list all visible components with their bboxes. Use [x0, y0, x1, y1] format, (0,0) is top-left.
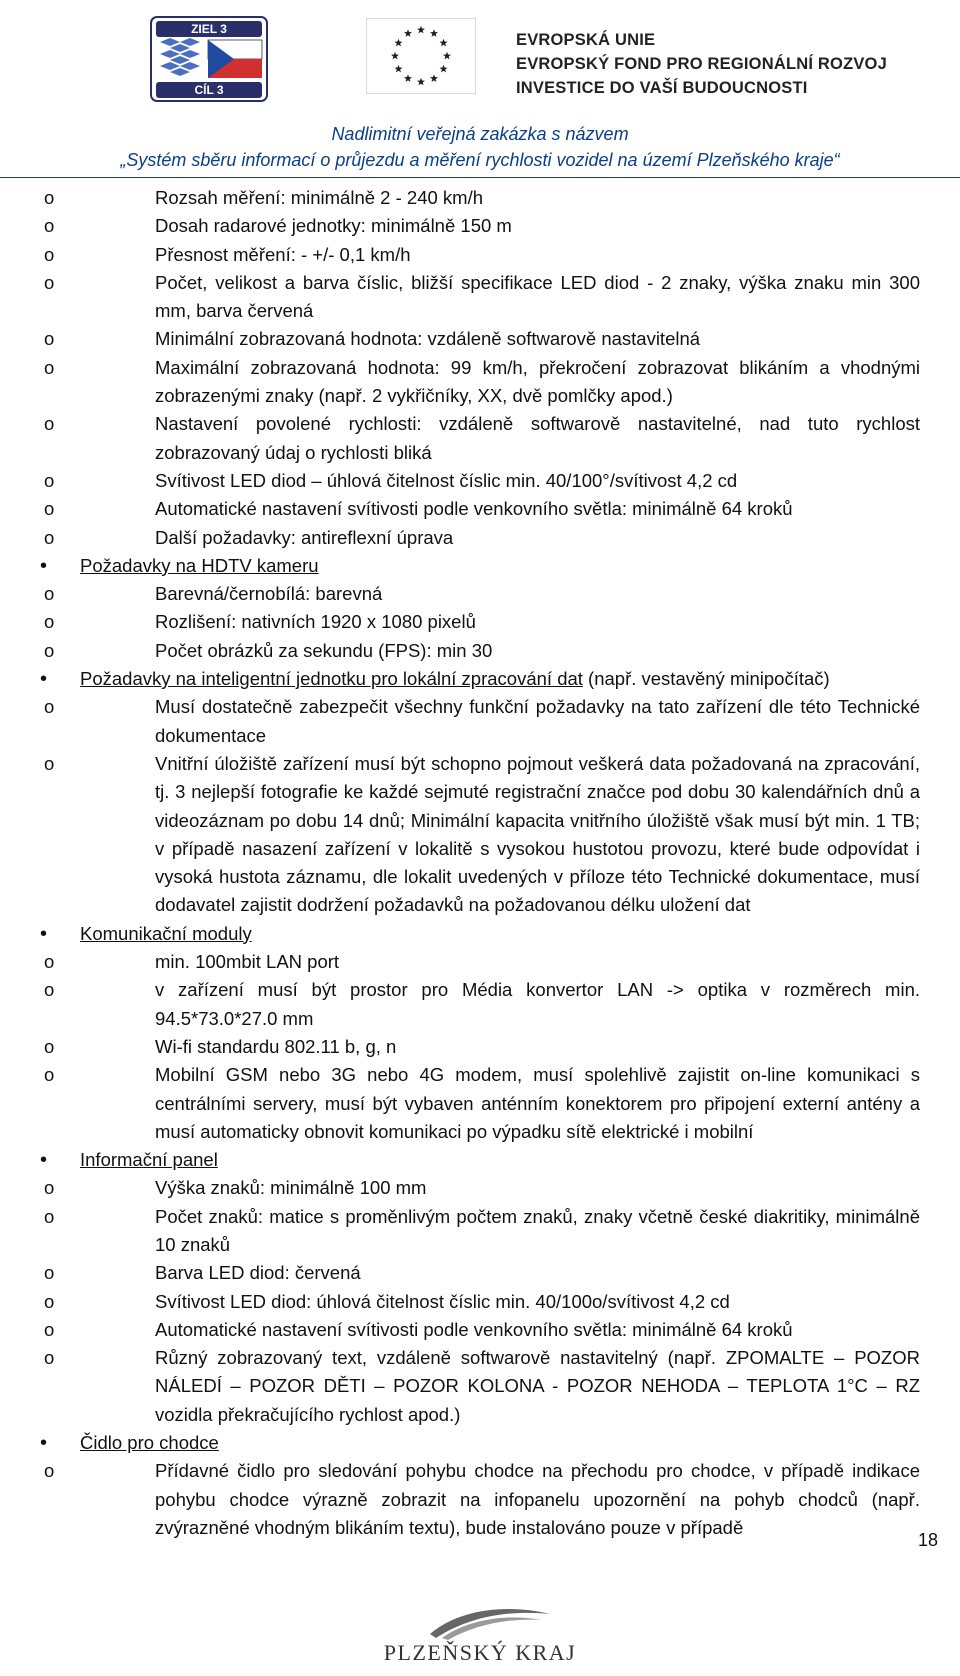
list-item: [0, 467, 960, 495]
list-item: [0, 325, 960, 353]
section-bullet-item: [0, 665, 960, 693]
list-item: [0, 524, 960, 552]
list-item-text: Automatické nastavení svítivosti podle venkovního světla: minimálně 64 kroků: [155, 1318, 793, 1340]
eu-line-3: INVESTICE DO VAŠÍ BUDOUCNOSTI: [516, 79, 808, 97]
section-heading-text: Požadavky na HDTV kameru: [80, 554, 319, 576]
sub-bullet-marker: o: [44, 583, 55, 605]
eu-flag-icon: [366, 18, 476, 94]
list-item-text: Různý zobrazovaný text, vzdáleně softwarově nastavitelný (např. ZPOMALTE – POZOR NÁLEDÍ – POZOR DĚTI – POZOR KOLONA - POZOR NEHODA – TEPLOTA 1°C – RZ vozidla překračujícího rychlost apod.): [155, 1347, 920, 1425]
sub-bullet-marker: o: [44, 356, 55, 378]
sub-bullet-marker: o: [44, 951, 55, 973]
section-heading-text: Komunikační moduly: [80, 922, 252, 944]
list-item: [0, 580, 960, 608]
section-heading: [80, 1429, 940, 1457]
sub-bullet-marker: o: [44, 696, 55, 718]
eu-line-2: EVROPSKÝ FOND PRO REGIONÁLNÍ ROZVOJ: [516, 55, 887, 73]
sub-bullet-marker: o: [44, 1064, 55, 1086]
list-item-text: Počet obrázků za sekundu (FPS): min 30: [155, 639, 493, 661]
list-item-text: Minimální zobrazovaná hodnota: vzdáleně softwarově nastavitelná: [155, 328, 701, 350]
footer-region-name: PLZEŇSKÝ KRAJ: [383, 1640, 577, 1665]
list-item-text: Rozlišení: nativních 1920 x 1080 pixelů: [155, 611, 476, 633]
bullet-marker: •: [40, 668, 48, 691]
list-item: [0, 948, 960, 976]
section-bullet-item: [0, 1429, 960, 1457]
requirements-list: [0, 184, 960, 1542]
sub-bullet-marker: o: [44, 1177, 55, 1199]
list-item-text: Rozsah měření: minimálně 2 - 240 km/h: [155, 187, 483, 208]
section-heading-text: Informační panel: [80, 1149, 218, 1171]
sub-bullet-marker: o: [44, 1290, 55, 1312]
page-header: [0, 0, 960, 175]
list-item: [0, 212, 960, 240]
list-item-text: min. 100mbit LAN port: [155, 951, 340, 973]
list-item-text: Mobilní GSM nebo 3G nebo 4G modem, musí spolehlivě zajistit on-line komunikaci s centrálními servery, musí být vybaven anténním konektorem pro připojení externí antény a musí automaticky obnovit komunikaci po výpadku sítě elektrické i mobilní: [155, 1064, 920, 1142]
list-item: [0, 693, 960, 750]
list-item: [0, 1457, 960, 1542]
list-item: [0, 1033, 960, 1061]
sub-bullet-marker: o: [44, 328, 55, 350]
sub-bullet-marker: o: [44, 469, 55, 491]
list-item-text: Vnitřní úložiště zařízení musí být schopno pojmout veškerá data požadovaná na zpracování, tj. 3 nejlepší fotografie ke každé sejmuté registrační značce pod dobu 30 kalendářních dnů a videozáznam po dobu 14 dnů; Minimální kapacita vnitřního úložiště však musí být min. 1 TB; v případě nasazení zařízení v lokalitě s vysokou hustotou provozu, které bude odpovídat i vysoká hustota záznamu, dle lokalit uvedených v příloze této Technické dokumentace, musí dodavatel zajistit dodržení požadavků na požadovanou délku uložení dat: [155, 752, 920, 916]
list-item-text: Wi-fi standardu 802.11 b, g, n: [155, 1035, 397, 1057]
eu-fund-text: [516, 28, 956, 100]
list-item: [0, 184, 960, 212]
section-heading: [80, 665, 940, 693]
list-item-text: Výška znaků: minimálně 100 mm: [155, 1177, 427, 1199]
sub-bullet-marker: o: [44, 1205, 55, 1227]
list-item-text: Dosah radarové jednotky: minimálně 150 m: [155, 215, 512, 237]
list-item: [0, 1288, 960, 1316]
sub-bullet-marker: o: [44, 1318, 55, 1340]
list-item: [0, 608, 960, 636]
sub-bullet-marker: o: [44, 215, 55, 237]
list-item-text: Svítivost LED diod: úhlová čitelnost číslic min. 40/100o/svítivost 4,2 cd: [155, 1290, 730, 1312]
section-heading-text: Čidlo pro chodce: [80, 1432, 219, 1454]
list-item-text: v zařízení musí být prostor pro Média konvertor LAN -> optika v rozměrech min. 94.5*73.0*27.0 mm: [155, 979, 920, 1029]
list-item: [0, 750, 960, 920]
tender-title-line-2: „Systém sběru informací o průjezdu a měření rychlosti vozidel na území Plzeňského kraje“: [120, 150, 840, 170]
tender-title-line-1: Nadlimitní veřejná zakázka s názvem: [331, 124, 629, 144]
list-item-text: Nastavení povolené rychlosti: vzdáleně softwarově nastavitelné, nad tuto rychlost zobrazovaný údaj o rychlosti bliká: [155, 413, 920, 463]
list-item: [0, 976, 960, 1033]
list-item-text: Počet znaků: matice s proměnlivým počtem znaků, znaky včetně české diakritiky, minimálně 10 znaků: [155, 1205, 920, 1255]
list-item: [0, 354, 960, 411]
list-item-text: Přesnost měření: - +/- 0,1 km/h: [155, 243, 411, 265]
list-item: [0, 1259, 960, 1287]
list-item-text: Další požadavky: antireflexní úprava: [155, 526, 454, 548]
section-heading-text: Požadavky na inteligentní jednotku pro lokální zpracování dat: [80, 668, 583, 690]
list-item-text: Automatické nastavení svítivosti podle venkovního světla: minimálně 64 kroků: [155, 498, 793, 520]
sub-bullet-marker: o: [44, 243, 55, 265]
section-bullet-item: [0, 552, 960, 580]
bullet-marker: •: [40, 1432, 48, 1455]
sub-bullet-marker: o: [44, 1460, 55, 1482]
list-item-text: Barva LED diod: červená: [155, 1262, 361, 1284]
sub-bullet-marker: o: [44, 1262, 55, 1284]
bullet-marker: •: [40, 922, 48, 945]
list-item: [0, 637, 960, 665]
list-item-text: Přídavné čidlo pro sledování pohybu chodce na přechodu pro chodce, v případě indikace pohybu chodce výrazně zobrazit na infopanelu upozornění na pohyb chodců (např. zvýrazněné vhodným blikáním textu), bude instalováno pouze v případě: [155, 1460, 920, 1538]
sub-bullet-marker: o: [44, 187, 55, 208]
bullet-marker: •: [40, 554, 48, 577]
ziel-label: ZIEL 3: [191, 22, 227, 36]
page-number: 18: [917, 1530, 938, 1550]
sub-bullet-marker: o: [44, 611, 55, 633]
section-heading: [80, 552, 940, 580]
section-bullet-item: [0, 1146, 960, 1174]
sub-bullet-marker: o: [44, 271, 55, 293]
list-item-text: Maximální zobrazovaná hodnota: 99 km/h, překročení zobrazovat blikáním a vhodnými zobrazenými znaky (např. 2 vykřičníky, XX, dvě pomlčky apod.): [155, 356, 920, 407]
list-item: [0, 410, 960, 467]
list-item: [0, 269, 960, 326]
list-item-text: Počet, velikost a barva číslic, bližší specifikace LED diod - 2 znaky, výška znaku min 300 mm, barva červená: [155, 271, 920, 322]
section-heading-note: (např. vestavěný minipočítač): [582, 668, 830, 690]
list-item-text: Musí dostatečně zabezpečit všechny funkční požadavky na tato zařízení dle této Technické dokumentace: [155, 696, 920, 746]
header-divider: [0, 177, 960, 178]
sub-bullet-marker: o: [44, 413, 55, 435]
list-item-text: Barevná/černobílá: barevná: [155, 583, 383, 605]
section-heading: [80, 920, 940, 948]
list-item: [0, 1061, 960, 1146]
list-item: [0, 1316, 960, 1344]
sub-bullet-marker: o: [44, 498, 55, 520]
sub-bullet-marker: o: [44, 979, 55, 1001]
section-heading: [80, 1146, 940, 1174]
cil-label: CÍL 3: [194, 83, 224, 97]
eu-line-1: EVROPSKÁ UNIE: [516, 31, 656, 49]
section-bullet-item: [0, 920, 960, 948]
list-item: [0, 1203, 960, 1260]
list-item: [0, 1344, 960, 1429]
list-item-text: Svítivost LED diod – úhlová čitelnost číslic min. 40/100°/svítivost 4,2 cd: [155, 469, 738, 491]
list-item: [0, 495, 960, 523]
ziel3-cil3-logo: [150, 16, 268, 102]
bullet-marker: •: [40, 1149, 48, 1172]
sub-bullet-marker: o: [44, 752, 55, 774]
sub-bullet-marker: o: [44, 1347, 55, 1369]
list-item: [0, 241, 960, 269]
sub-bullet-marker: o: [44, 639, 55, 661]
list-item: [0, 1174, 960, 1202]
sub-bullet-marker: o: [44, 526, 55, 548]
sub-bullet-marker: o: [44, 1035, 55, 1057]
